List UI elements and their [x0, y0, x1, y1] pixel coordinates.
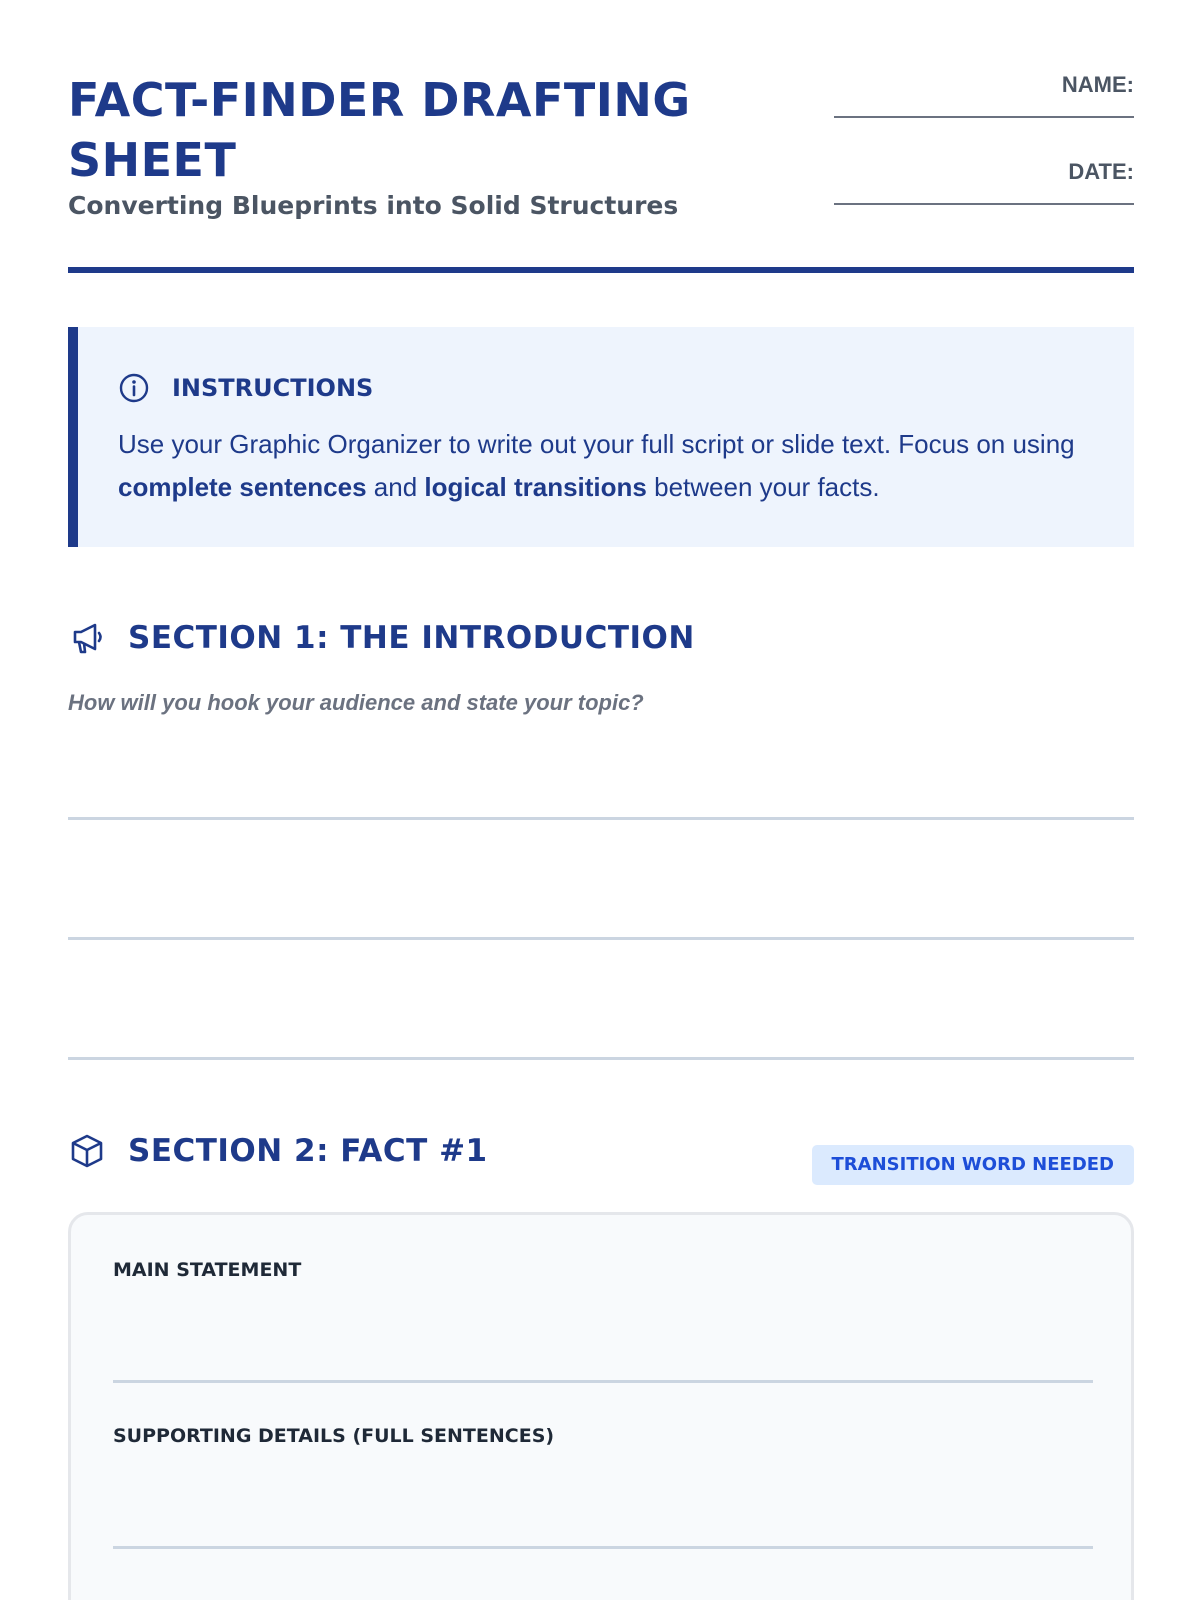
instructions-box [68, 327, 1134, 547]
date-field [834, 159, 1134, 205]
transition-word-badge: TRANSITION WORD NEEDED [812, 1145, 1134, 1185]
fact-1-card [68, 1212, 1134, 1600]
instructions-text [118, 423, 1108, 509]
intro-write-line[interactable] [68, 817, 1134, 820]
name-label: NAME: [1061, 72, 1134, 97]
name-field [834, 72, 1134, 118]
instructions-header [118, 371, 373, 405]
date-label: DATE: [1068, 159, 1134, 184]
main-statement-write-line[interactable] [113, 1380, 1093, 1383]
date-write-line[interactable] [834, 203, 1134, 205]
supporting-details-label: SUPPORTING DETAILS (FULL SENTENCES) [113, 1425, 555, 1447]
main-statement-label: MAIN STATEMENT [113, 1259, 302, 1281]
instructions-text-part: Use your Graphic Organizer to write out your full script or slide text. Focus on using [118, 429, 1075, 459]
name-write-line[interactable] [834, 116, 1134, 118]
info-icon [118, 372, 150, 404]
instructions-title: INSTRUCTIONS [172, 374, 374, 402]
section-1-prompt: How will you hook your audience and state your topic? [68, 690, 644, 715]
page-subtitle: Converting Blueprints into Solid Structures [68, 191, 679, 220]
instructions-text-part: and [366, 472, 425, 502]
intro-write-line[interactable] [68, 1057, 1134, 1060]
section-1-title: SECTION 1: THE INTRODUCTION [128, 620, 695, 656]
megaphone-icon [68, 619, 106, 657]
page-title: FACT-FINDER DRAFTING SHEET [68, 73, 691, 187]
instructions-emphasis: logical transitions [424, 472, 647, 502]
instructions-emphasis: complete sentences [118, 472, 367, 502]
header-divider [68, 267, 1134, 273]
section-1-heading [68, 616, 695, 660]
section-2-heading [68, 1129, 488, 1173]
supporting-details-write-line[interactable] [113, 1546, 1093, 1549]
intro-write-line[interactable] [68, 937, 1134, 940]
page-header [68, 62, 1134, 272]
section-2-title: SECTION 2: FACT #1 [128, 1133, 488, 1169]
instructions-text-part: between your facts. [646, 472, 880, 502]
cube-icon [68, 1132, 106, 1170]
